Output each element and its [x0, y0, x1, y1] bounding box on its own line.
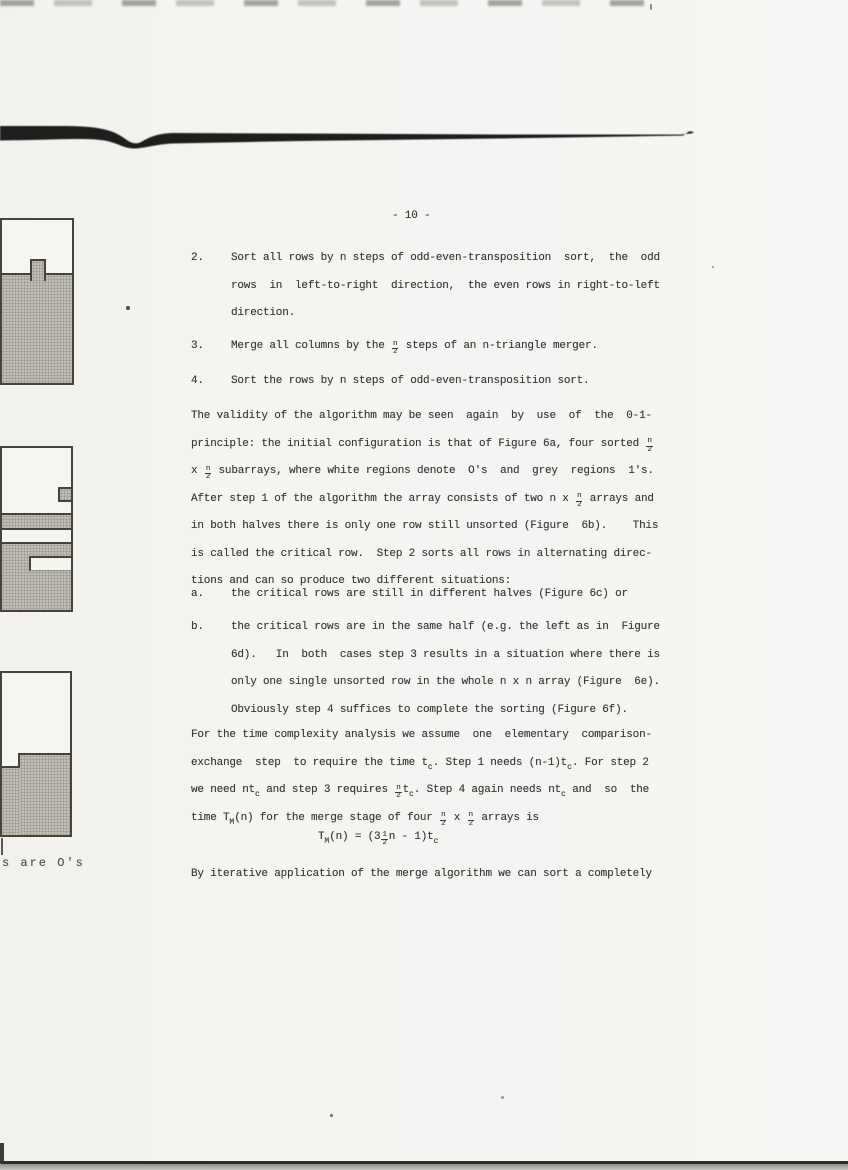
list-item-line: the critical rows are in the same half (e.g. the left as in Figure — [231, 621, 660, 633]
figure-fragment-top — [0, 218, 74, 385]
paragraph-line: By iterative application of the merge algorithm we can sort a completely — [191, 868, 652, 880]
page-number-line: - 10 - — [392, 210, 431, 222]
list-item-line: the critical rows are still in different halves (Figure 6c) or — [231, 588, 628, 600]
scan-speck — [712, 266, 714, 268]
list-item-line: Sort all rows by n steps of odd-even-transposition sort, the odd — [231, 252, 660, 264]
list-item-line: 6d). In both cases step 3 results in a situation where there is — [231, 648, 660, 661]
paragraph-line: tions and can so produce two different situations: — [191, 575, 512, 587]
grey-region-right — [20, 753, 70, 835]
grey-region-left — [2, 766, 20, 835]
scanner-background — [0, 1164, 848, 1170]
paragraph-line: we need $nt_c$ and step 3 requires $\frac{n}{2}$ $t_c$. Step 4 again needs $nt_c$ and so the — [191, 783, 650, 800]
paragraph-line: time $T_M(n)$ for the merge stage of four $\frac{n}{2}$ x $\frac{n}{2}$ arrays is — [191, 811, 539, 828]
paragraph-line: For the time complexity analysis we assume one elementary comparison- — [191, 729, 652, 741]
book-spine-shadow — [0, 118, 848, 162]
white-notch — [29, 556, 71, 571]
paragraph-line: principle: the initial configuration is that of Figure 6a, four sorted $\frac{n}{2}$ — [191, 437, 652, 454]
paragraph-line: is called the critical row. Step 2 sorts all rows in alternating direc- — [191, 547, 652, 560]
paragraph-line: exchange step to require the time $t_c$. Step 1 needs $(n-1)t_c$. For step 2 — [191, 756, 649, 772]
list-item-label: b. — [191, 621, 204, 633]
grey-band — [2, 513, 71, 530]
paragraph-line: x $\frac{n}{2}$ subarrays, where white regions denote O's and grey regions 1's. — [191, 464, 654, 481]
formula-line: $T_M(n) = (3$ $\frac{1}{2}$ n - $1)t_c$ — [318, 830, 439, 847]
paragraph-line: in both halves there is only one row still unsorted (Figure 6b). This — [191, 520, 659, 532]
list-item-label: 2. — [191, 252, 204, 264]
list-item-line: direction. — [231, 307, 296, 319]
grey-region — [2, 542, 71, 610]
step-edge — [18, 753, 20, 768]
list-item-line: Obviously step 4 suffices to complete the sorting (Figure 6f). — [231, 703, 628, 716]
scan-speck — [330, 1114, 333, 1117]
scan-speck — [126, 306, 130, 310]
grey-region — [2, 273, 72, 383]
list-item-label: 3. — [191, 340, 204, 352]
scan-edge-smudge — [0, 0, 655, 6]
figure-fragment-bottom — [0, 671, 72, 837]
paragraph-line: The validity of the algorithm may be seen again by use of the 0-1- — [191, 410, 652, 422]
grey-square — [58, 487, 71, 502]
caption-line: s are O's — [2, 856, 85, 870]
grey-notch — [30, 259, 46, 281]
list-item-line: Sort the rows by n steps of odd-even-transposition sort. — [231, 375, 590, 387]
paragraph-line: After step 1 of the algorithm the array consists of two n x $\frac{n}{2}$ arrays and — [191, 492, 654, 509]
scan-speck — [650, 4, 652, 10]
figure-border-tail — [1, 838, 3, 855]
list-item-label: a. — [191, 588, 204, 600]
scan-speck — [501, 1096, 504, 1099]
list-item-line: only one single unsorted row in the whole n x n array (Figure 6e). — [231, 676, 660, 688]
list-item-label: 4. — [191, 375, 204, 387]
figure-fragment-middle — [0, 446, 73, 612]
list-item-line: rows in left-to-right direction, the even rows in right-to-left — [231, 279, 660, 292]
list-item-line: Merge all columns by the $\frac{n}{2}$ steps of an n-triangle merger. — [231, 339, 598, 356]
